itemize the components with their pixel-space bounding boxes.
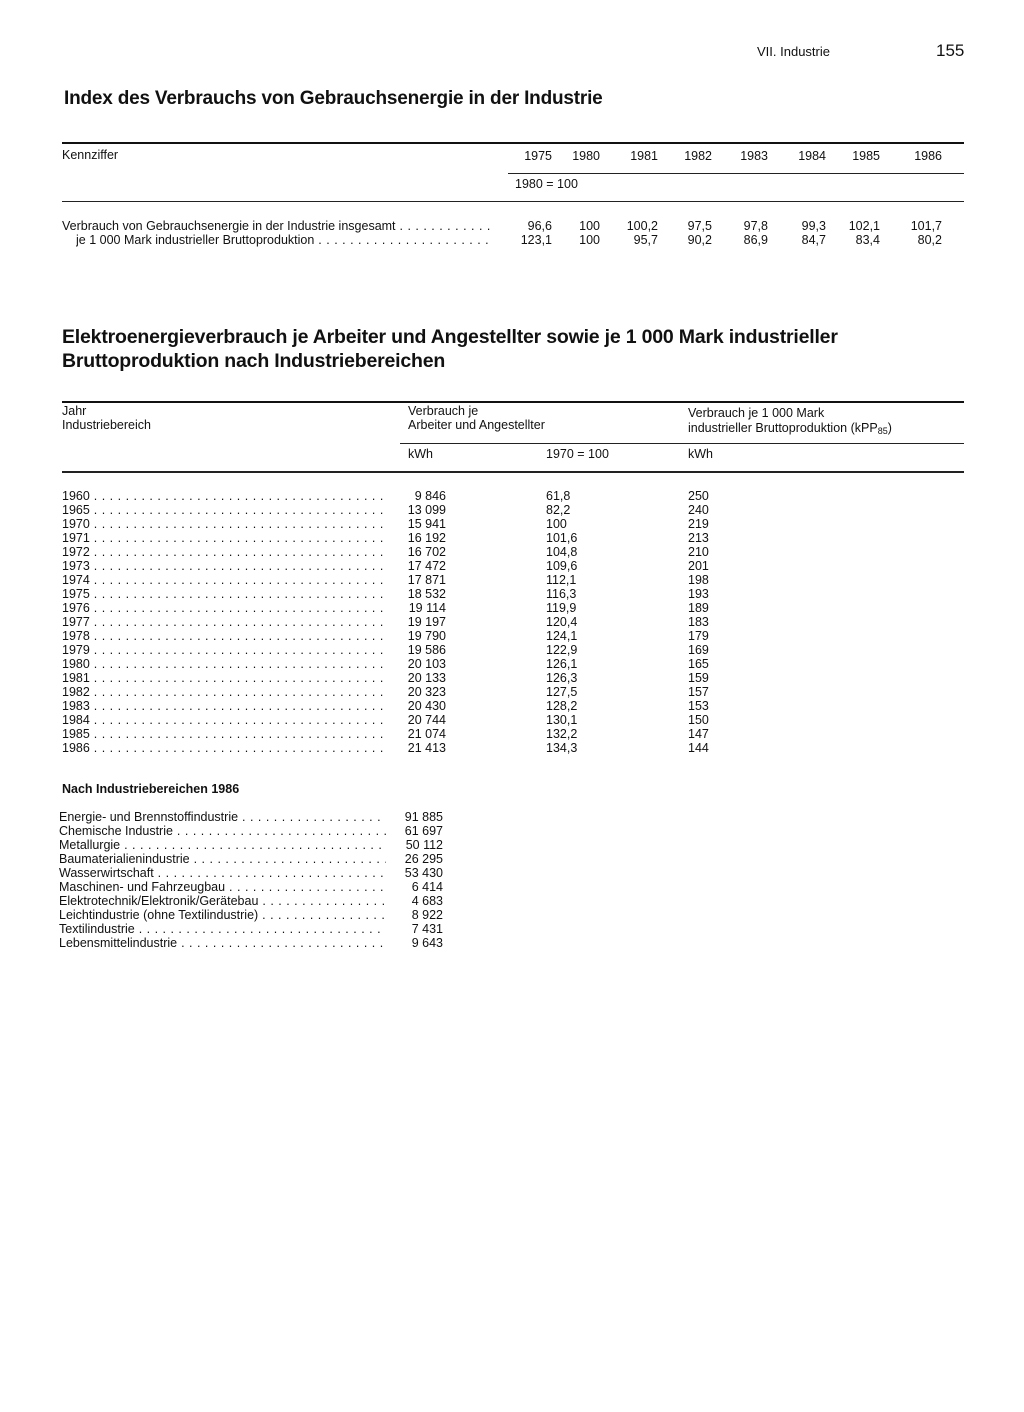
sector-label: Lebensmittelindustrie . . . (59, 936, 386, 950)
sector-kwh: 53 430 (404, 866, 443, 880)
year-label: 1985 . . . (62, 727, 386, 741)
kwh-per-worker: 17 472 (407, 559, 446, 573)
kwh-per-1000-mark: 183 (688, 615, 709, 629)
kwh-per-worker: 13 099 (407, 503, 446, 517)
kwh-per-1000-mark: 250 (688, 489, 709, 503)
index-1970: 61,8 (546, 489, 571, 503)
index-1970: 127,5 (546, 685, 578, 699)
table1-cell: 83,4 (855, 233, 880, 247)
unit-kwh-production: kWh (688, 447, 713, 461)
table1-cell: 99,3 (801, 219, 826, 233)
year-label: 1973 . . . (62, 559, 386, 573)
col-group2-header-line2 (688, 421, 892, 438)
table1-row-label: Verbrauch von Gebrauchsenergie in der Industrie insgesamt . . . (62, 219, 490, 233)
sector-kwh: 26 295 (404, 852, 443, 866)
sector-kwh: 6 414 (411, 880, 443, 894)
year-label: 1978 . . . (62, 629, 386, 643)
year-label: 1981 . . . (62, 671, 386, 685)
kwh-per-1000-mark: 165 (688, 657, 709, 671)
year-label: 1977 . . . (62, 615, 386, 629)
year-header: 1985 (852, 149, 880, 163)
sector-kwh: 7 431 (411, 922, 443, 936)
kwh-per-worker: 19 586 (407, 643, 446, 657)
kwh-per-worker: 9 846 (414, 489, 446, 503)
index-1970: 112,1 (546, 573, 577, 587)
year-label: 1971 . . . (62, 531, 386, 545)
chapter-heading: VII. Industrie (757, 44, 830, 59)
table1-cell: 86,9 (743, 233, 768, 247)
index-1970: 82,2 (546, 503, 571, 517)
year-label: 1975 . . . (62, 587, 386, 601)
table1-cell: 90,2 (687, 233, 712, 247)
year-label: 1960 . . . (62, 489, 386, 503)
year-label: 1974 . . . (62, 573, 386, 587)
table1-cell: 80,2 (917, 233, 942, 247)
col-group1-header: Verbrauch je (408, 404, 479, 418)
table1-body-rule (62, 201, 964, 202)
table1-cell: 96,6 (527, 219, 552, 233)
table1-cell: 101,7 (910, 219, 942, 233)
kwh-per-1000-mark: 153 (688, 699, 709, 713)
col-group2-close: ) (887, 421, 892, 435)
table1-cell: 84,7 (801, 233, 826, 247)
kwh-per-worker: 21 413 (407, 741, 446, 755)
sector-label: Chemische Industrie . . . (59, 824, 386, 838)
table1-stub-header: Kennziffer (62, 148, 119, 162)
index-1970: 116,3 (546, 587, 577, 601)
year-label: 1965 . . . (62, 503, 386, 517)
table1-cell: 100 (579, 233, 600, 247)
page-number: 155 (936, 41, 965, 60)
index-1970: 126,1 (546, 657, 578, 671)
kwh-per-worker: 21 074 (407, 727, 446, 741)
sector-label: Wasserwirtschaft . . . (59, 866, 386, 880)
kwh-per-1000-mark: 150 (688, 713, 709, 727)
table2-header-rule (400, 443, 964, 444)
kwh-per-1000-mark: 240 (688, 503, 709, 517)
year-label: 1980 . . . (62, 657, 386, 671)
index-1970: 128,2 (546, 699, 578, 713)
unit-index: 1970 = 100 (546, 447, 609, 461)
table2-stub-header-sector: Industriebereich (62, 418, 151, 432)
year-header: 1982 (684, 149, 712, 163)
sector-label: Leichtindustrie (ohne Textilindustrie) . . . (59, 908, 386, 922)
year-label: 1984 . . . (62, 713, 386, 727)
sector-kwh: 50 112 (405, 838, 443, 852)
col-group1-header-line2: Arbeiter und Angestellter (408, 418, 545, 432)
sector-kwh: 9 643 (411, 936, 443, 950)
kwh-per-worker: 20 323 (407, 685, 446, 699)
year-header: 1980 (572, 149, 600, 163)
year-label: 1983 . . . (62, 699, 386, 713)
unit-kwh: kWh (408, 447, 433, 461)
sector-label: Baumaterialienindustrie . . . (59, 852, 386, 866)
index-1970: 134,3 (546, 741, 578, 755)
table1-top-rule (62, 142, 964, 144)
col-group2-subscript: 85 (877, 426, 888, 436)
index-1970: 100 (546, 517, 567, 531)
table1-cell: 100,2 (626, 219, 658, 233)
kwh-per-1000-mark: 201 (688, 559, 709, 573)
year-header: 1981 (630, 149, 658, 163)
table1-cell: 97,5 (687, 219, 712, 233)
index-1970: 124,1 (546, 629, 578, 643)
kwh-per-1000-mark: 157 (688, 685, 709, 699)
year-label: 1976 . . . (62, 601, 386, 615)
kwh-per-1000-mark: 210 (688, 545, 709, 559)
kwh-per-worker: 16 702 (407, 545, 446, 559)
table2-title: Elektroenergieverbrauch je Arbeiter und Angestellter sowie je 1 000 Mark industrieller Bruttoproduktion nach Industriebereichen (62, 326, 838, 372)
year-label: 1982 . . . (62, 685, 386, 699)
index-1970: 109,6 (546, 559, 578, 573)
kwh-per-worker: 17 871 (407, 573, 446, 587)
sector-kwh: 91 885 (404, 810, 443, 824)
kwh-per-worker: 20 744 (407, 713, 446, 727)
kwh-per-1000-mark: 189 (688, 601, 709, 615)
year-label: 1986 . . . (62, 741, 386, 755)
kwh-per-1000-mark: 147 (688, 727, 709, 741)
index-1970: 122,9 (546, 643, 578, 657)
kwh-per-1000-mark: 159 (688, 671, 709, 685)
table2-top-rule (62, 401, 964, 403)
table1-cell: 102,1 (848, 219, 880, 233)
kwh-per-worker: 15 941 (407, 517, 446, 531)
table1-header-rule (508, 173, 964, 174)
kwh-per-worker: 16 192 (407, 531, 446, 545)
kwh-per-worker: 20 133 (407, 671, 446, 685)
sector-label: Maschinen- und Fahrzeugbau . . . (59, 880, 386, 894)
sector-label: Energie- und Brennstoffindustrie . . . (59, 810, 386, 824)
year-header: 1983 (740, 149, 768, 163)
sector-label: Metallurgie . . . (59, 838, 386, 852)
index-1970: 126,3 (546, 671, 578, 685)
kwh-per-1000-mark: 169 (688, 643, 709, 657)
index-1970: 104,8 (546, 545, 578, 559)
table1-cell: 97,8 (743, 219, 768, 233)
kwh-per-worker: 20 103 (407, 657, 446, 671)
col-group2-text: industrieller Bruttoproduktion (kPP (688, 421, 878, 435)
kwh-per-worker: 19 114 (408, 601, 446, 615)
table2-stub-header-year: Jahr (62, 404, 87, 418)
kwh-per-worker: 19 197 (407, 615, 446, 629)
kwh-per-worker: 20 430 (407, 699, 446, 713)
table1-title: Index des Verbrauchs von Gebrauchsenergie in der Industrie (64, 88, 603, 109)
kwh-per-1000-mark: 219 (688, 517, 709, 531)
index-1970: 101,6 (546, 531, 578, 545)
year-header: 1984 (798, 149, 826, 163)
sector-label: Textilindustrie . . . (59, 922, 386, 936)
year-label: 1979 . . . (62, 643, 386, 657)
table1-row-label: je 1 000 Mark industrieller Bruttoproduktion . . . (76, 233, 490, 247)
table1-cell: 100 (579, 219, 600, 233)
table1-cell: 123,1 (520, 233, 552, 247)
kwh-per-1000-mark: 193 (688, 587, 709, 601)
sector-heading: Nach Industriebereichen 1986 (62, 782, 240, 796)
year-header: 1986 (914, 149, 942, 163)
col-group2-header: Verbrauch je 1 000 Mark (688, 406, 825, 420)
index-1970: 120,4 (546, 615, 578, 629)
kwh-per-1000-mark: 179 (688, 629, 709, 643)
sector-label: Elektrotechnik/Elektronik/Gerätebau . . . (59, 894, 386, 908)
kwh-per-1000-mark: 198 (688, 573, 709, 587)
year-label: 1972 . . . (62, 545, 386, 559)
index-1970: 119,9 (546, 601, 577, 615)
index-1970: 130,1 (546, 713, 578, 727)
table1-cell: 95,7 (633, 233, 658, 247)
year-label: 1970 . . . (62, 517, 386, 531)
sector-kwh: 8 922 (411, 908, 443, 922)
index-1970: 132,2 (546, 727, 578, 741)
kwh-per-1000-mark: 144 (688, 741, 709, 755)
sector-kwh: 61 697 (404, 824, 443, 838)
kwh-per-1000-mark: 213 (688, 531, 709, 545)
year-header: 1975 (524, 149, 552, 163)
table1-base-note: 1980 = 100 (515, 177, 578, 191)
kwh-per-worker: 18 532 (407, 587, 446, 601)
kwh-per-worker: 19 790 (407, 629, 446, 643)
sector-kwh: 4 683 (411, 894, 443, 908)
table2-body-rule (62, 471, 964, 473)
